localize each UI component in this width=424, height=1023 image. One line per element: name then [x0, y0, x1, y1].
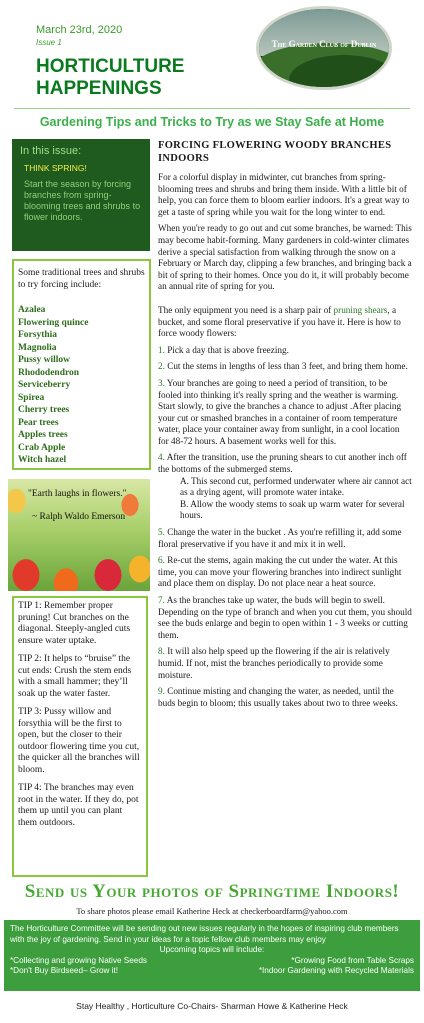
step-number: 4. — [158, 452, 165, 463]
newsletter-title — [36, 56, 256, 100]
step-item — [158, 361, 412, 373]
quote-text: "Earth laughs in flowers." — [28, 489, 127, 499]
tree-item: Rhododendron — [18, 367, 80, 378]
step-item — [158, 452, 412, 475]
step-number: 6. — [158, 555, 165, 566]
tree-item: Crab Apple — [18, 442, 66, 453]
tips-box — [12, 596, 148, 877]
step-item — [158, 527, 412, 550]
tip-item: TIP 2: It helps to “bruise” the cut ends: Crush the stem ends with a small hammer; they’ll soak up the water faster. — [18, 654, 132, 699]
step-text: Continue misting and changing the water, as needed, until the buds begin to bloom; this usually takes about two to three weeks. — [158, 686, 398, 708]
tree-item: Cherry trees — [18, 405, 70, 415]
title-line-2: HAPPENINGS — [36, 78, 162, 99]
in-this-issue-heading: In this issue: — [20, 145, 82, 157]
issue-date: March 23rd, 2020 — [36, 24, 123, 36]
tree-item: Azalea — [18, 305, 46, 315]
step-text: Cut the stems in lengths of less than 3 feet, and bring them home. — [167, 361, 408, 372]
in-this-issue-subheading: THINK SPRING! — [24, 163, 87, 173]
tree-item: Witch hazel — [18, 455, 67, 465]
tip-item: TIP 4: The branches may even root in the water. If they do, pot them up until you can plant them outdoors. — [18, 783, 139, 828]
step-4a: A. This second cut, performed underwater where air cannot act as a drying agent, will promote water intake. — [180, 475, 412, 498]
step-number: 8. — [158, 646, 165, 657]
step-item — [158, 555, 412, 590]
header-divider — [14, 108, 410, 109]
tip-item: TIP 1: Remember proper pruning! Cut branches on the diagonal. Steeply-angled cuts ensure water uptake. — [18, 601, 131, 646]
garden-club-logo — [256, 6, 392, 90]
tree-item: Forsythia — [18, 330, 58, 340]
step-text: Change the water in the bucket . As you're refilling it, add some floral preservative if you have it and mix it in well. — [158, 527, 402, 549]
issue-number: Issue 1 — [36, 38, 62, 47]
step-number: 9. — [158, 686, 165, 697]
article-body — [158, 172, 412, 714]
step-item — [158, 686, 412, 709]
topics-heading: Upcoming topics will include: — [159, 945, 265, 954]
step-item — [158, 345, 412, 357]
equipment-text-end: , a bucket, and some floral preservative if you have it. Here is how to force woody flowers: — [158, 304, 401, 339]
step-item — [158, 378, 412, 448]
topic-item: *Growing Food from Table Scraps — [291, 955, 414, 965]
article-paragraph: For a colorful display in midwinter, cut branches from spring-blooming trees and shrubs and bring them inside. With a little bit of help, you can force them to bloom earlier indoors. It's a great way to get a taste of spring while you wait for the long winter to end. — [158, 172, 410, 217]
step-text: After the transition, use the pruning shears to cut another inch off the bottoms of the submerged stems. — [158, 452, 407, 475]
equipment-text: The only equipment you need is a sharp pair of — [158, 304, 334, 315]
in-this-issue-box — [12, 139, 150, 251]
step-4b: B. Allow the woody stems to soak up warm water for several hours. — [180, 498, 405, 521]
step-number: 7. — [158, 595, 165, 605]
quote-author: ~ Ralph Waldo Emerson — [32, 512, 126, 522]
tree-item: Spirea — [18, 392, 45, 403]
in-this-issue-description: Start the season by forcing branches from spring-blooming trees and shrubs to flower indoors. — [24, 179, 141, 222]
tree-item: Magnolia — [18, 342, 57, 353]
tree-item: Pussy willow — [18, 355, 70, 365]
topic-item: *Collecting and growing Native Seeds — [10, 955, 147, 965]
article-paragraph — [158, 305, 412, 340]
article-title: FORCING FLOWERING WOODY BRANCHES INDOORS — [158, 140, 392, 164]
flowers-quote-image — [8, 479, 150, 591]
tree-item: Flowering quince — [18, 317, 89, 328]
step-text: Your branches are going to need a period of transition, to be fooled into thinking it's really spring and the weather is warming. Start slowly, to give the branches a chance to adjust .After placing your cut or smashed branches in a container of room temperature water, place your container away from sunlight, in a cool location for 48-72 hours. A basement works well for this. — [158, 377, 402, 446]
tree-item: Apples trees — [18, 430, 68, 440]
step-text: Pick a day that is above freezing. — [167, 344, 289, 355]
topics-row — [10, 956, 414, 967]
send-photos-banner: Send us Your photos of Springtime Indoors! — [24, 881, 400, 902]
step-number: 5. — [158, 527, 165, 538]
step-number: 3. — [158, 377, 165, 388]
committee-box — [4, 920, 420, 991]
topics-row — [10, 966, 414, 977]
tagline: Gardening Tips and Tricks to Try as we Stay Safe at Home — [39, 115, 385, 129]
step-item — [158, 646, 412, 681]
article-paragraph: When you're ready to go out and cut some branches, be warned: This may become habit-forming. Many gardeners in cold-winter climates derive a special satisfaction from walking through the snow on a February or March day, clipping a few branches, and bringing back a bit of spring to their homes. Once you do it, it will probably become an annual rite of spring for you. — [158, 223, 412, 292]
title-line-1: HORTICULTURE — [36, 56, 185, 77]
tree-item: Serviceberry — [18, 380, 71, 390]
committee-text: The Horticulture Committee will be sending out new issues regularly in the hopes of inspiring club members with the joy of gardening. Send in your ideas for a topic fellow club members may enjoy — [10, 924, 399, 944]
trees-intro: Some traditional trees and shrubs to try forcing include: — [18, 268, 145, 290]
step-text: Re-cut the stems, again making the cut under the water. At this time, you can move your flowering branches into indirect sunlight and place them on display. Do not place near a heat source. — [158, 555, 402, 589]
share-photos-email: To share photos please email Katherine Heck at checkerboardfarm@yahoo.com — [76, 906, 348, 916]
step-number: 1. — [158, 344, 165, 355]
pruning-shears-link[interactable]: pruning shears — [333, 304, 388, 315]
trees-to-force-box — [12, 259, 151, 470]
step-text: It will also help speed up the flowering if the air is relatively humid. If not, mist the branches periodically to provide some moisture. — [158, 646, 390, 680]
step-number: 2. — [158, 361, 165, 372]
topic-item: *Indoor Gardening with Recycled Materials — [258, 966, 414, 975]
tip-item: TIP 3: Pussy willow and forsythia will be the first to open, but the closer to their outdoor flowering time you cut, the quicker all the branches will bloom. — [18, 707, 140, 775]
step-item — [158, 595, 412, 641]
footer-signoff: Stay Healthy , Horticulture Co-Chairs- Sharman Howe & Katherine Heck — [76, 1001, 348, 1011]
logo-text: The Garden Club of Dublin — [271, 39, 377, 49]
topic-item: *Don't Buy Birdseed– Grow it! — [10, 966, 119, 975]
step-text: As the branches take up water, the buds will begin to swell. Depending on the type of branch and when you cut them, you should see the buds enlarge and begin to open within 1 - 3 weeks or cutting them. — [158, 595, 412, 640]
tree-item: Pear trees — [18, 417, 59, 428]
